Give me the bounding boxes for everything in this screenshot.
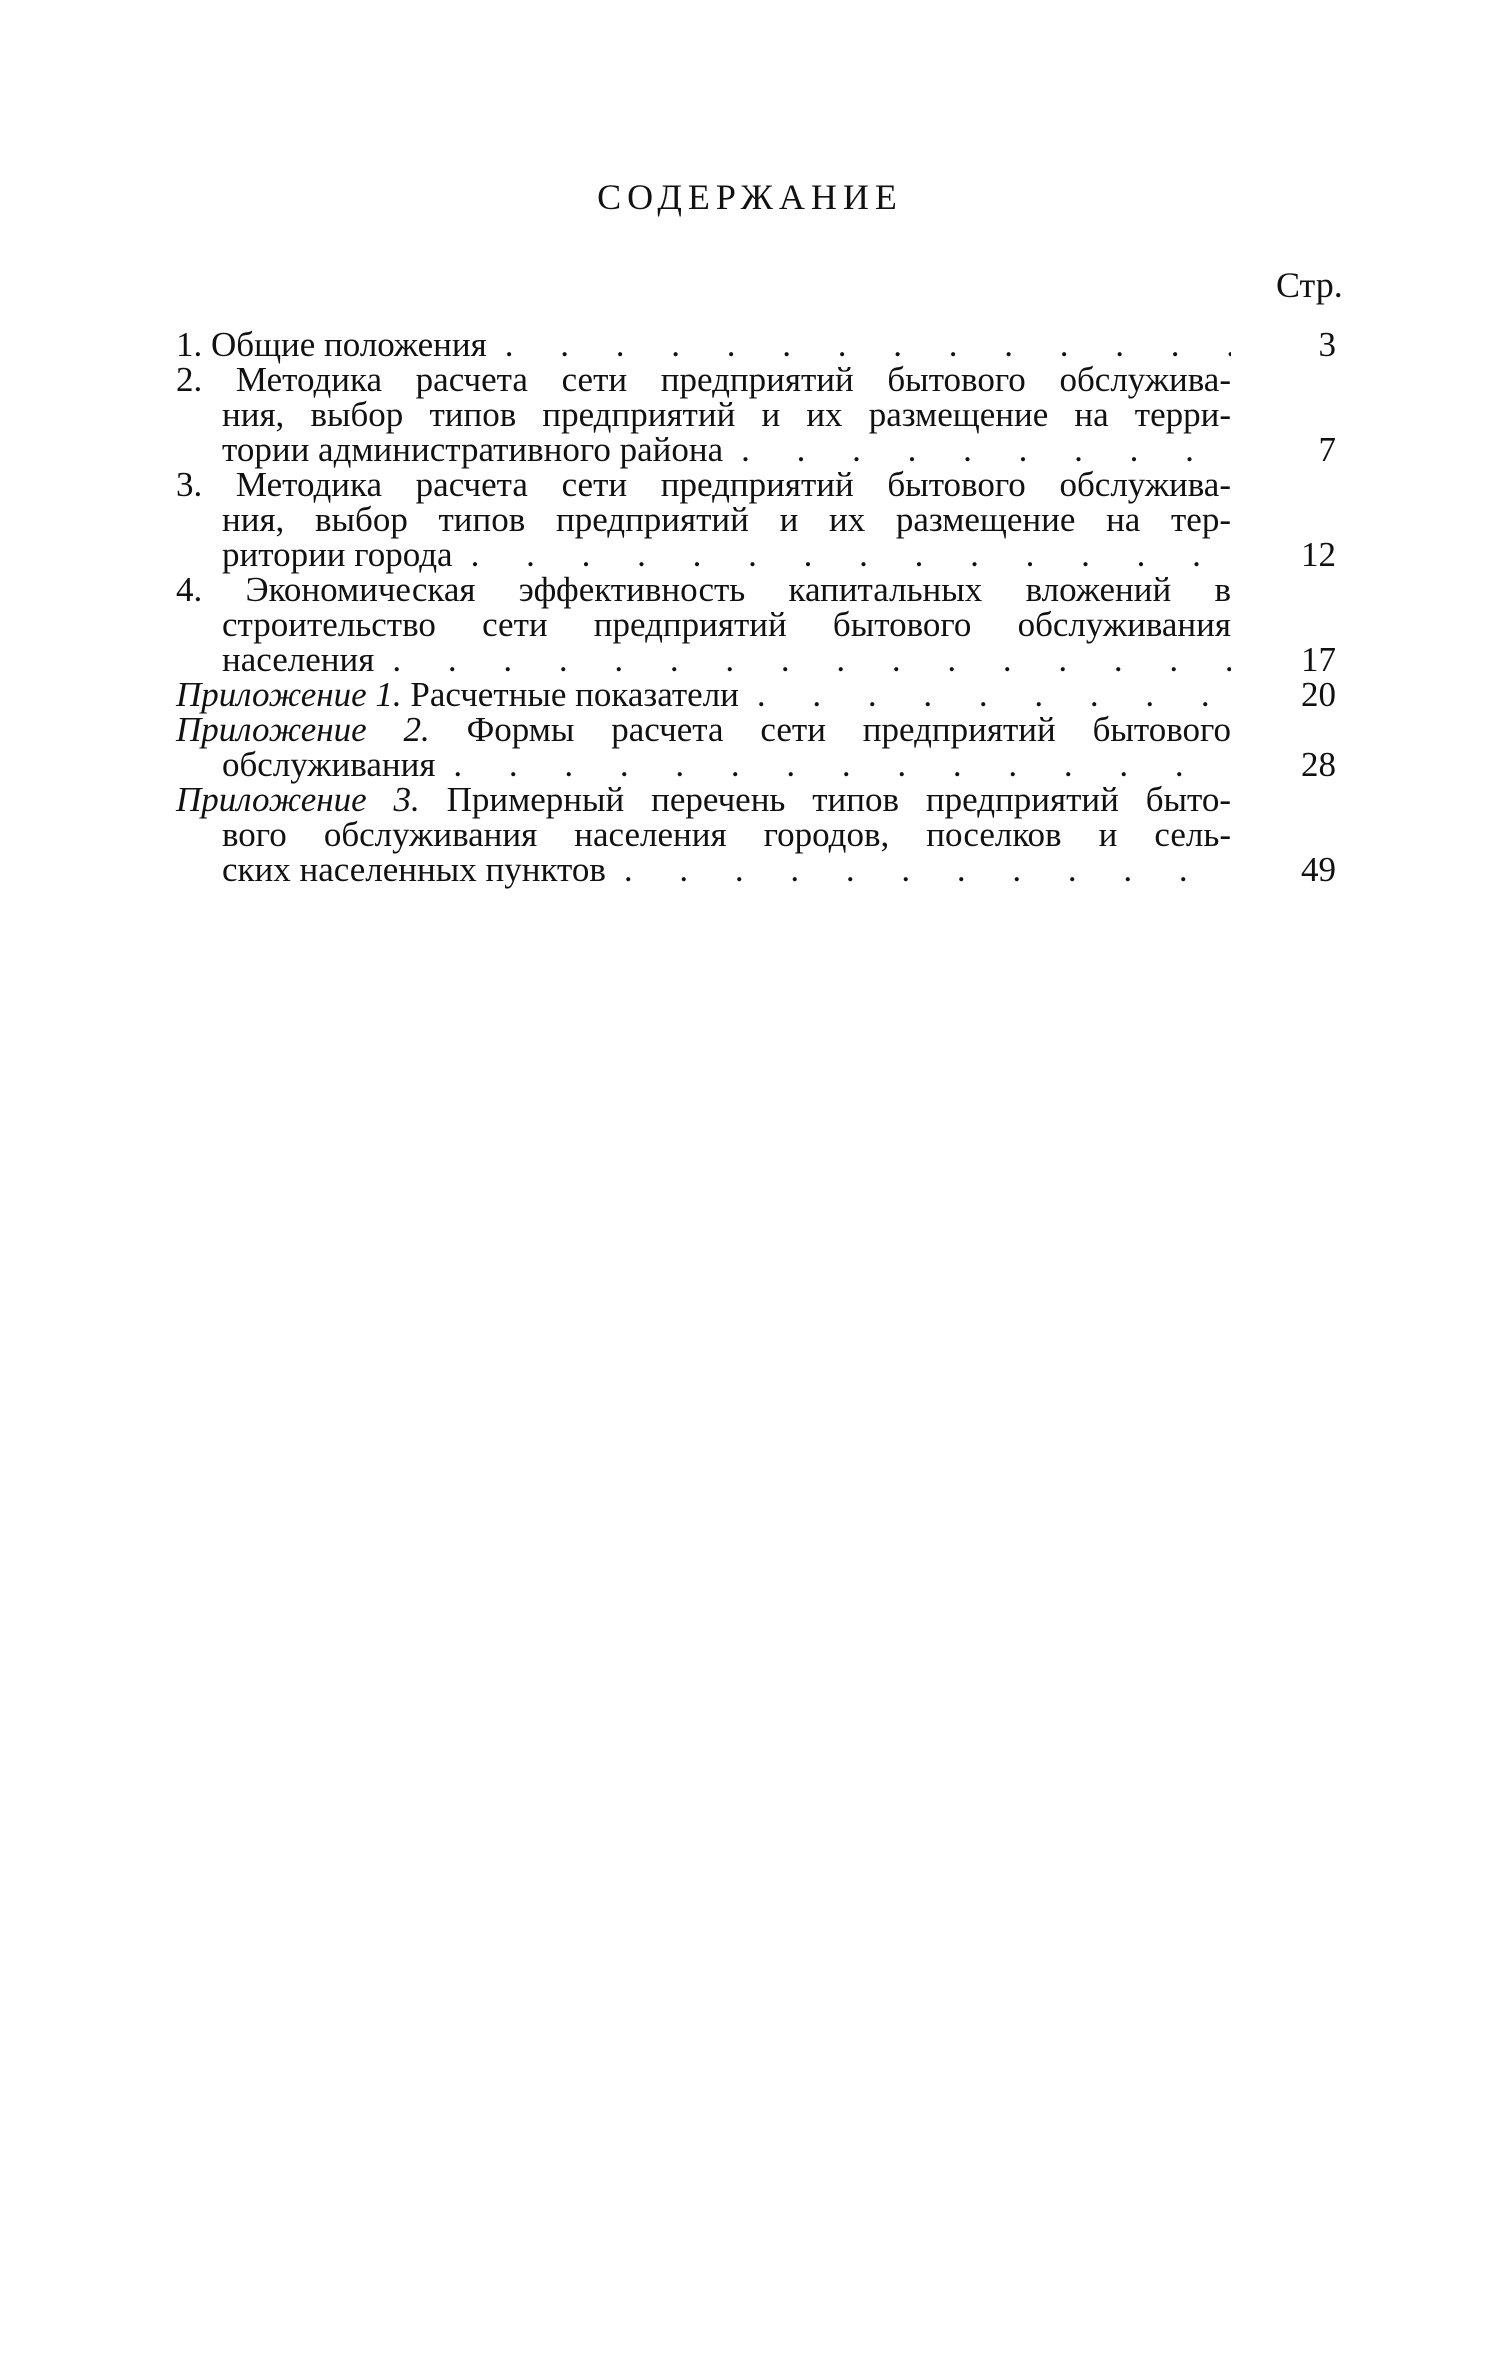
toc-entries: [176, 327, 1336, 887]
leader-dots: [757, 677, 1231, 712]
entry-title-line: вого обслуживания населения городов, поселков и сель-: [222, 815, 1231, 854]
entry-title-line: ских населенных пунктов: [222, 850, 606, 889]
entry-number: 2.: [176, 360, 203, 399]
entry-title-line: обслуживания: [222, 745, 436, 784]
entry-title-line: Методика расчета сети предприятий бытового обслужива-: [235, 465, 1231, 504]
leader-dots: [505, 327, 1231, 362]
entry-page-number: 7: [1318, 430, 1336, 469]
entry-page-number: 28: [1301, 745, 1336, 784]
entry-number: 4.: [176, 570, 203, 609]
leader-dots: [453, 747, 1231, 782]
entry-title-line: Методика расчета сети предприятий бытового обслужива-: [235, 360, 1231, 399]
leader-dots: [392, 642, 1231, 677]
appendix-label: Приложение 1.: [176, 675, 402, 714]
entry-title-line: населения: [222, 640, 375, 679]
toc-entry-1[interactable]: [176, 327, 1336, 362]
leader-dots: [741, 432, 1231, 467]
entry-number: 1.: [176, 325, 203, 364]
entry-title-line: ритории города: [222, 535, 453, 574]
entry-title-line: ния, выбор типов предприятий и их размещение на тер-: [222, 500, 1231, 539]
entry-title-line: Экономическая эффективность капитальных вложений в: [245, 570, 1231, 609]
entry-page-number: 17: [1301, 640, 1336, 679]
page-column-header: Стр.: [1276, 265, 1343, 305]
toc-entry-appendix-2[interactable]: [176, 712, 1336, 782]
entry-title-line: ния, выбор типов предприятий и их размещение на терри-: [222, 395, 1231, 434]
toc-entry-3[interactable]: [176, 467, 1336, 572]
toc-entry-4[interactable]: [176, 572, 1336, 677]
toc-entry-appendix-1[interactable]: [176, 677, 1336, 712]
entry-title-line: строительство сети предприятий бытового обслуживания: [222, 605, 1231, 644]
entry-title-line: Примерный перечень типов предприятий быто-: [446, 780, 1232, 819]
entry-page-number: 3: [1318, 325, 1336, 364]
entry-page-number: 12: [1301, 535, 1336, 574]
entry-title-line: Расчетные показатели: [410, 675, 739, 714]
entry-title-line: Формы расчета сети предприятий бытового: [466, 710, 1232, 749]
toc-entry-2[interactable]: [176, 362, 1336, 467]
leader-dots: [471, 537, 1231, 572]
appendix-label: Приложение 3.: [176, 780, 420, 819]
entry-page-number: 49: [1301, 850, 1336, 889]
entry-number: 3.: [176, 465, 203, 504]
entry-page-number: 20: [1301, 675, 1336, 714]
entry-title-line: тории административного района: [222, 430, 724, 469]
entry-title-line: Общие положения: [211, 325, 487, 364]
leader-dots: [624, 852, 1231, 887]
page-title: СОДЕРЖАНИЕ: [597, 177, 903, 217]
appendix-label: Приложение 2.: [176, 710, 430, 749]
toc-entry-appendix-3[interactable]: [176, 782, 1336, 887]
